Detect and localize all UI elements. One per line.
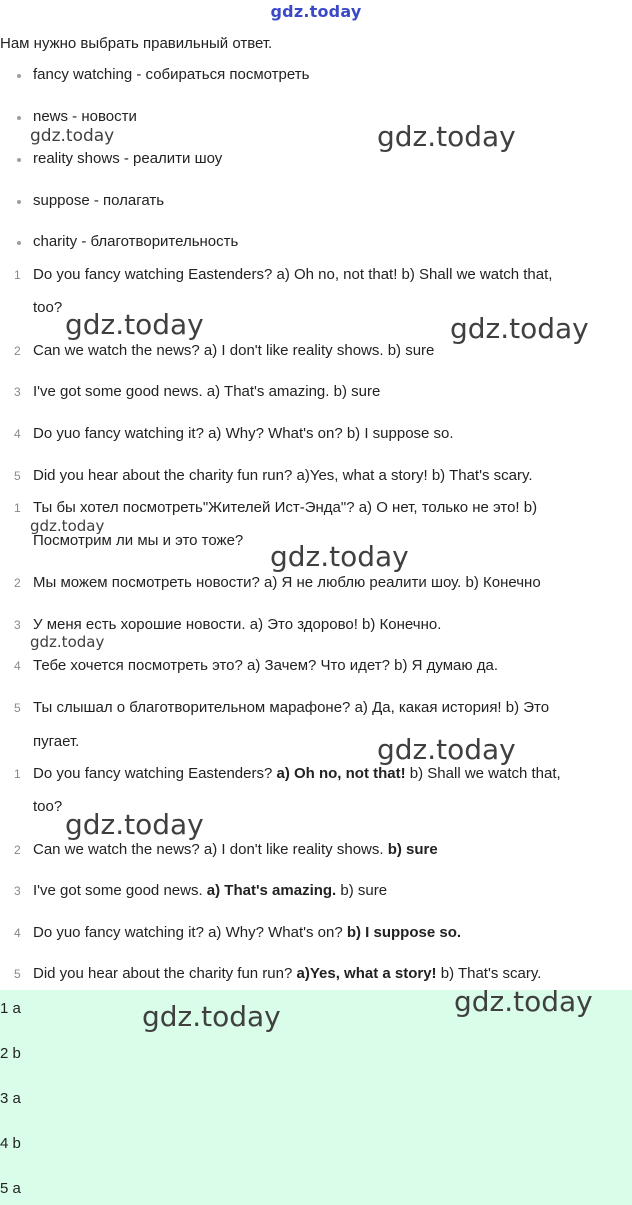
vocab-item: fancy watching - собираться посмотреть xyxy=(33,66,310,83)
list-item: Do you fancy watching Eastenders? a) Oh no, not that! b) Shall we watch that, xyxy=(33,266,553,283)
watermark: gdz.today xyxy=(450,312,589,345)
bullet-icon xyxy=(17,241,21,245)
watermark: gdz.today xyxy=(377,120,516,153)
list-item: Тебе хочется посмотреть это? а) Зачем? Что идет? b) Я думаю да. xyxy=(33,657,499,674)
list-item-continuation: пугает. xyxy=(33,733,80,750)
vocab-item: suppose - полагать xyxy=(33,192,165,209)
list-item-continuation: too? xyxy=(33,798,63,815)
bullet-icon xyxy=(17,116,21,120)
list-number: 4 xyxy=(14,427,21,441)
list-item xyxy=(33,924,461,941)
list-number: 3 xyxy=(14,618,21,632)
answer-item: 2 b xyxy=(0,1045,21,1062)
watermark: gdz.today xyxy=(377,733,516,766)
question-text: Did you hear about the charity fun run? xyxy=(33,965,297,982)
list-number: 4 xyxy=(14,926,21,940)
list-item: Ты слышал о благотворительном марафоне? а) Да, какая история! b) Это xyxy=(33,699,550,716)
list-item: Мы можем посмотреть новости? а) Я не люблю реалити шоу. b) Конечно xyxy=(33,574,541,591)
list-number: 4 xyxy=(14,659,21,673)
answer-item: 1 a xyxy=(0,1000,21,1017)
correct-answer: a) Oh no, not that! xyxy=(276,765,406,782)
list-number: 5 xyxy=(14,701,21,715)
list-item: Can we watch the news? a) I don't like reality shows. b) sure xyxy=(33,342,435,359)
list-number: 5 xyxy=(14,469,21,483)
list-number: 1 xyxy=(14,268,21,282)
watermark: gdz.today xyxy=(454,985,593,1018)
other-option: b) sure xyxy=(336,882,388,899)
site-logo[interactable]: gdz.today xyxy=(270,2,362,21)
list-number: 1 xyxy=(14,767,21,781)
question-text: Can we watch the news? a) I don't like reality shows. xyxy=(33,841,388,858)
list-number: 2 xyxy=(14,576,21,590)
intro-text: Нам нужно выбрать правильный ответ. xyxy=(0,35,273,52)
list-number: 3 xyxy=(14,385,21,399)
bullet-icon xyxy=(17,200,21,204)
list-item-continuation: too? xyxy=(33,299,63,316)
correct-answer: b) sure xyxy=(387,841,438,858)
bullet-icon xyxy=(17,158,21,162)
list-item xyxy=(33,841,438,858)
vocab-item: news - новости xyxy=(33,108,137,125)
bullet-icon xyxy=(17,74,21,78)
answer-item: 4 b xyxy=(0,1135,21,1152)
answer-item: 3 a xyxy=(0,1090,21,1107)
list-item: Do yuo fancy watching it? a) Why? What's on? b) I suppose so. xyxy=(33,425,454,442)
answer-key xyxy=(0,990,632,1205)
vocab-item: reality shows - реалити шоу xyxy=(33,150,223,167)
other-option: b) That's scary. xyxy=(436,965,542,982)
vocab-item: charity - благотворительность xyxy=(33,233,239,250)
list-number: 5 xyxy=(14,967,21,981)
answer-item: 5 a xyxy=(0,1180,21,1197)
question-text: I've got some good news. xyxy=(33,882,207,899)
watermark: gdz.today xyxy=(65,308,204,341)
other-option: b) Shall we watch that, xyxy=(405,765,561,782)
question-text: Do yuo fancy watching it? a) Why? What's on? xyxy=(33,924,347,941)
watermark: gdz.today xyxy=(30,517,105,535)
list-item: У меня есть хорошие новости. а) Это здорово! b) Конечно. xyxy=(33,616,442,633)
list-number: 2 xyxy=(14,843,21,857)
watermark: gdz.today xyxy=(142,1000,281,1033)
list-item xyxy=(33,882,387,899)
correct-answer: a) That's amazing. xyxy=(206,882,337,899)
list-item-continuation: Посмотрим ли мы и это тоже? xyxy=(33,532,244,549)
correct-answer: b) I suppose so. xyxy=(346,924,462,941)
watermark: gdz.today xyxy=(30,633,105,651)
list-item: I've got some good news. a) That's amazing. b) sure xyxy=(33,383,381,400)
list-number: 1 xyxy=(14,501,21,515)
watermark: gdz.today xyxy=(65,808,204,841)
watermark: gdz.today xyxy=(270,540,409,573)
list-number: 2 xyxy=(14,344,21,358)
correct-answer: a)Yes, what a story! xyxy=(296,965,437,982)
watermark: gdz.today xyxy=(30,126,115,146)
list-item xyxy=(33,765,561,782)
question-text: Do you fancy watching Eastenders? xyxy=(33,765,277,782)
list-item xyxy=(33,965,541,982)
list-item: Ты бы хотел посмотреть"Жителей Ист-Энда"? а) О нет, только не это! b) xyxy=(33,499,538,516)
list-number: 3 xyxy=(14,884,21,898)
list-item: Did you hear about the charity fun run? a)Yes, what a story! b) That's scary. xyxy=(33,467,533,484)
